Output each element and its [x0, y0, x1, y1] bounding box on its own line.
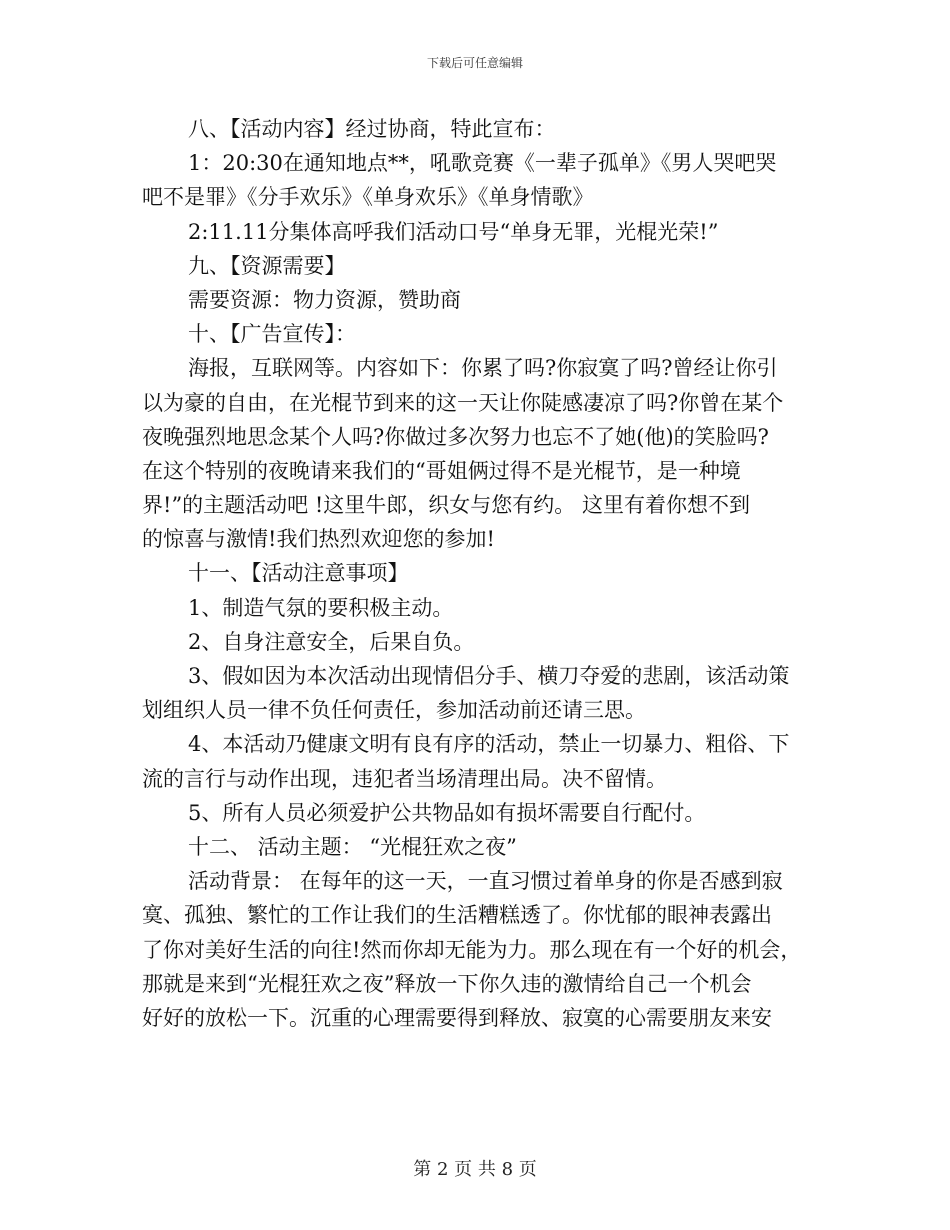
- document-body: [142, 112, 812, 1035]
- text-line: 十、【广告宣传】：: [188, 322, 356, 347]
- text-line: 了你对美好生活的向往!然而你却无能为力。那么现在有一个好的机会，: [142, 937, 802, 962]
- text-line: 那就是来到“光棍狂欢之夜”释放一下你久违的激情给自己一个机会: [142, 971, 752, 996]
- text-line: 4、本活动乃健康文明有良有序的活动，禁止一切暴力、粗俗、下: [188, 732, 790, 757]
- text-line: 2、自身注意安全，后果自负。: [188, 629, 475, 654]
- text-line: 活动背景： 在每年的这一天，一直习惯过着单身的你是否感到寂: [188, 869, 783, 894]
- text-line: 九、【资源需要】: [188, 253, 346, 278]
- text-line: 寞、孤独、繁忙的工作让我们的生活糟糕透了。你忧郁的眼神表露出: [142, 903, 772, 928]
- text-line: 流的言行与动作出现，违犯者当场清理出局。决不留情。: [142, 766, 667, 791]
- text-line: 十一、【活动注意事项】: [188, 561, 409, 586]
- text-line: 夜晚强烈地思念某个人吗?你做过多次努力也忘不了她(他)的笑脸吗?: [142, 424, 769, 449]
- text-line: 1、制造气氛的要积极主动。: [188, 595, 454, 620]
- text-line: 的惊喜与激情!我们热烈欢迎您的参加!: [142, 527, 495, 552]
- text-line: 3、假如因为本次活动出现情侣分手、横刀夺爱的悲剧，该活动策: [188, 664, 790, 688]
- text-line: 划组织人员一律不负任何责任，参加活动前还请三思。: [142, 698, 646, 723]
- text-line: 八、【活动内容】经过协商，特此宣布：: [188, 117, 556, 141]
- text-line: 十二、 活动主题： “光棍狂欢之夜”: [188, 834, 517, 859]
- text-line: 界!”的主题活动吧 !这里牛郎，织女与您有约。 这里有着你想不到: [142, 493, 750, 518]
- text-line: 海报，互联网等。内容如下：你累了吗?你寂寞了吗?曾经让你引: [188, 356, 778, 381]
- text-line: 好好的放松一下。沉重的心理需要得到释放、寂寞的心需要朋友来安: [142, 1005, 772, 1030]
- page-footer: 第 2 页 共 8 页: [413, 1159, 537, 1180]
- text-line: 吧不是罪》《分手欢乐》《单身欢乐》《单身情歌》: [142, 185, 594, 210]
- text-line: 需要资源：物力资源，赞助商: [188, 287, 461, 312]
- text-line: 在这个特别的夜晚请来我们的“哥姐俩过得不是光棍节，是一种境: [142, 458, 741, 483]
- text-line: 以为豪的自由，在光棍节到来的这一天让你陡感凄凉了吗?你曾在某个: [142, 390, 784, 415]
- text-line: 2:11.11分集体高呼我们活动口号“单身无罪，光棍光荣!”: [188, 219, 719, 244]
- text-line: 1：20:30在通知地点**，吼歌竞赛《一辈子孤单》《男人哭吧哭: [188, 151, 777, 176]
- page-header: 下载后可任意编辑: [426, 56, 523, 70]
- text-line: 5、所有人员必须爱护公共物品如有损坏需要自行配付。: [188, 800, 706, 825]
